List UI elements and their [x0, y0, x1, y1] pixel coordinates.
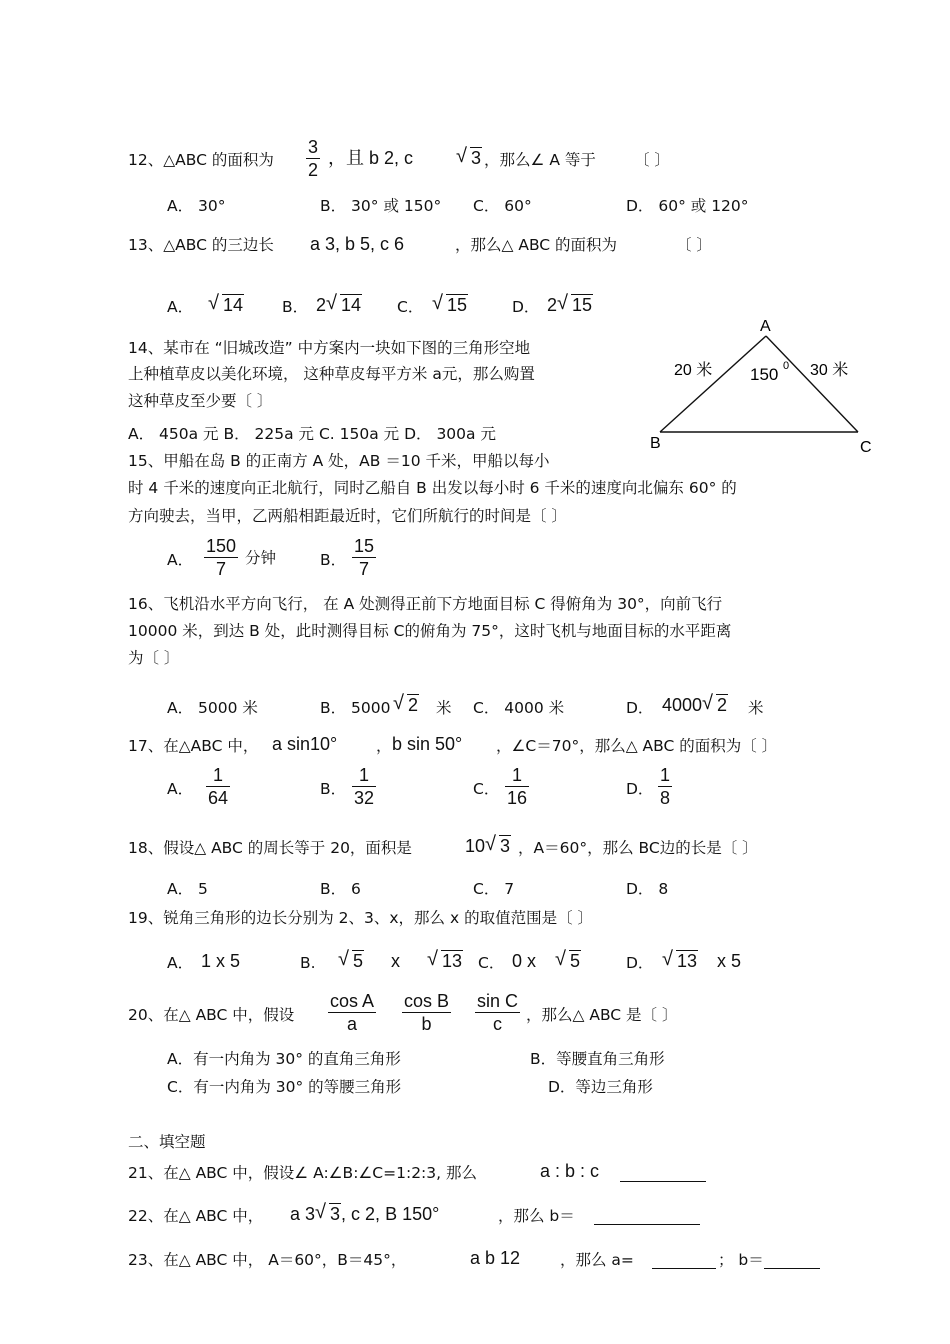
q17-option-d [658, 764, 672, 809]
q15-a-label: A． [167, 551, 194, 569]
q13-option-c: √ 15 [432, 292, 468, 315]
q18-option-c: C． 7 [473, 880, 515, 898]
q18-option-b: B． 6 [320, 880, 361, 898]
side-ab [660, 336, 766, 432]
section-title: 二、填空题 [128, 1133, 206, 1151]
q15-b-num: 15 [354, 536, 375, 556]
q23-answer-b-blank[interactable] [764, 1249, 820, 1269]
q16-d-unit: 米 [748, 699, 764, 717]
q17-d-num: 1 [660, 765, 671, 785]
q16-b-unit: 米 [436, 699, 452, 717]
q19-option-b: √ 5 x √ 13 [338, 948, 463, 971]
q13-stem: 13、△ABC 的三边长 [128, 236, 274, 254]
q14-line2: 上种植草皮以美化环境， 这种草皮每平方米 a元，那么购置 [128, 365, 535, 383]
q20-tail: ，那么△ ABC 是〔 〕 [526, 1006, 678, 1024]
q13-option-a: √ 14 [208, 292, 244, 315]
q13-condition: a 3, b 5, c 6 [310, 234, 405, 254]
q15-line1: 15、甲船在岛 B 的正南方 A 处，AB ＝10 千米，甲船以每小 [128, 452, 550, 470]
q23-stem: 23、在△ ABC 中， A＝60°，B＝45°， [128, 1251, 407, 1269]
q16-line1: 16、飞机沿水平方向飞行， 在 A 处测得正前下方地面目标 C 得俯角为 30°，向前飞行 [128, 595, 723, 613]
vertex-c: C [860, 439, 872, 456]
q18-tail: ，A＝60°，那么 BC边的长是〔 〕 [518, 839, 758, 857]
q19-option-a: 1 x 5 [201, 951, 241, 971]
q13-d-label: D． [512, 298, 540, 316]
q22-stem: 22、在△ ABC 中， [128, 1207, 264, 1225]
q20-option-a: A．有一内角为 30° 的直角三角形 [167, 1050, 401, 1068]
q19-stem: 19、锐角三角形的边长分别为 2、3、x，那么 x 的取值范围是〔 〕 [128, 909, 594, 927]
q16-option-c: C． 4000 米 [473, 699, 565, 717]
q18-area: 10 √ 3 [465, 833, 511, 856]
q15-line2: 时 4 千米的速度向正北航行，同时乙船自 B 出发以每小时 6 千米的速度向北偏东 60° 的 [128, 479, 737, 497]
q17-option-a [206, 764, 230, 809]
q12-frac-den: 2 [308, 160, 319, 180]
q20-stem: 20、在△ ABC 中，假设 [128, 1006, 295, 1024]
q20-fraction-1 [328, 990, 376, 1035]
q23-tail-b: ； b＝ [718, 1251, 764, 1269]
q14-line3: 这种草皮至少要〔 〕 [128, 392, 273, 410]
triangle-figure [640, 312, 880, 457]
q18-option-d: D． 8 [626, 880, 669, 898]
q19-a-label: A． [167, 954, 194, 972]
q19-c-label: C． [478, 954, 505, 972]
q13-c-label: C． [397, 298, 424, 316]
q17-c-num: 1 [505, 764, 529, 787]
q13-option-d: 2 √ 15 [547, 292, 593, 315]
q18-option-a: A． 5 [167, 880, 208, 898]
q18-stem: 18、假设△ ABC 的周长等于 20，面积是 [128, 839, 412, 857]
q20-f2-num: cos B [404, 991, 450, 1011]
q12-option-b: B． 30° 或 150° [320, 197, 442, 215]
q20-f2-den: b [421, 1014, 432, 1034]
vertex-b: B [650, 435, 661, 452]
q19-option-c: 0 x √ 5 [512, 948, 581, 971]
q17-cond2: b sin 50° [392, 734, 463, 754]
q22-expr: a 3 √ 3, c 2, B 150° [290, 1201, 440, 1224]
q15-option-b [352, 535, 376, 580]
q13-bracket: 〔 〕 [676, 236, 712, 254]
q14-line1: 14、某市在 “旧城改造” 中方案内一块如下图的三角形空地 [128, 339, 531, 357]
q17-comma: ， [376, 737, 392, 755]
q17-d-label: D． [626, 780, 654, 798]
q17-option-b [352, 764, 376, 809]
q12-option-c: C． 60° [473, 197, 532, 215]
q21-stem: 21、在△ ABC 中，假设∠ A:∠B:∠C=1:2:3, 那么 [128, 1164, 478, 1182]
q14-options: A． 450a 元 B． 225a 元 C. 150a 元 D． 300a 元 [128, 425, 496, 443]
q23-answer-a-blank[interactable] [652, 1249, 716, 1269]
q17-option-c [505, 764, 529, 809]
q17-a-label: A． [167, 780, 194, 798]
q16-d-label: D． [626, 699, 654, 717]
q17-a-den: 64 [208, 788, 229, 808]
q23-expr: a b 12 [470, 1248, 521, 1268]
q16-line2: 10000 米，到达 B 处，此时测得目标 C的俯角为 75°，这时飞机与地面目标的水平距离 [128, 622, 732, 640]
vertex-a: A [760, 318, 771, 335]
q12-tail: ，那么∠ A 等于 [484, 151, 596, 169]
q12-frac-num: 3 [308, 137, 319, 157]
q22-tail: ，那么 b＝ [498, 1207, 575, 1225]
q12-condition: ，且 b 2, c [328, 148, 414, 168]
q17-stem: 17、在△ABC 中， [128, 737, 259, 755]
q15-a-num: 150 [206, 536, 237, 556]
q16-option-d: 4000 √ 2 [662, 692, 728, 715]
angle-degree-mark: 0 [783, 360, 790, 372]
side-ac [766, 336, 858, 432]
q19-b-label: B. [300, 954, 316, 972]
q20-option-b: B．等腰直角三角形 [530, 1050, 665, 1068]
q20-fraction-2 [402, 990, 451, 1035]
q20-f1-den: a [347, 1014, 358, 1034]
q12-stem: 12、△ABC 的面积为 [128, 151, 274, 169]
q15-b-label: B． [320, 551, 347, 569]
q23-tail-a: ，那么 a= [560, 1251, 634, 1269]
q13-a-label: A． [167, 298, 194, 316]
q16-option-a: A． 5000 米 [167, 699, 258, 717]
q15-a-unit: 分钟 [245, 549, 277, 567]
q21-answer-blank[interactable] [620, 1162, 706, 1182]
q16-line3: 为〔 〕 [128, 649, 180, 667]
angle-label: 150 [750, 365, 779, 384]
q20-option-c: C．有一内角为 30° 的等腰三角形 [167, 1078, 402, 1096]
q17-cond3: ，∠C＝70°，那么△ ABC 的面积为〔 〕 [496, 737, 778, 755]
q16-b-label: B． 5000 [320, 699, 391, 717]
q17-c-den: 16 [507, 788, 528, 808]
q12-option-a: A． 30° [167, 197, 226, 215]
q17-c-label: C． [473, 780, 500, 798]
q17-b-den: 32 [354, 788, 375, 808]
q12-fraction [306, 136, 320, 181]
q17-d-den: 8 [660, 788, 671, 808]
q15-line3: 方向驶去，当甲，乙两船相距最近时，它们所航行的时间是〔 〕 [128, 507, 567, 525]
q22-answer-blank[interactable] [594, 1205, 700, 1225]
q21-expr: a : b : c [540, 1161, 600, 1181]
q17-b-label: B． [320, 780, 347, 798]
q20-option-d: D．等边三角形 [548, 1078, 653, 1096]
q15-a-den: 7 [216, 559, 227, 579]
q12-option-d: D． 60° 或 120° [626, 197, 749, 215]
q12-bracket: 〔 〕 [634, 151, 670, 169]
q12-root: √ 3 [456, 145, 482, 168]
side-ab-label: 20 米 [674, 362, 713, 379]
q17-b-num: 1 [352, 764, 376, 787]
q20-fraction-3 [475, 990, 520, 1035]
q13-tail: ，那么△ ABC 的面积为 [455, 236, 618, 254]
q13-b-label: B． [282, 298, 309, 316]
q19-option-d: √ 13 x 5 [662, 948, 742, 971]
q17-cond1: a sin10° [272, 734, 338, 754]
q16-b-root: √ 2 [393, 692, 419, 715]
q15-b-den: 7 [359, 559, 370, 579]
q19-d-label: D． [626, 954, 654, 972]
q15-option-a [204, 535, 238, 580]
q20-f1-num: cos A [330, 991, 375, 1011]
q20-f3-den: c [493, 1014, 502, 1034]
side-ac-label: 30 米 [810, 362, 849, 379]
q13-option-b: 2 √ 14 [316, 292, 362, 315]
q20-f3-num: sin C [477, 991, 519, 1011]
q17-a-num: 1 [206, 764, 230, 787]
